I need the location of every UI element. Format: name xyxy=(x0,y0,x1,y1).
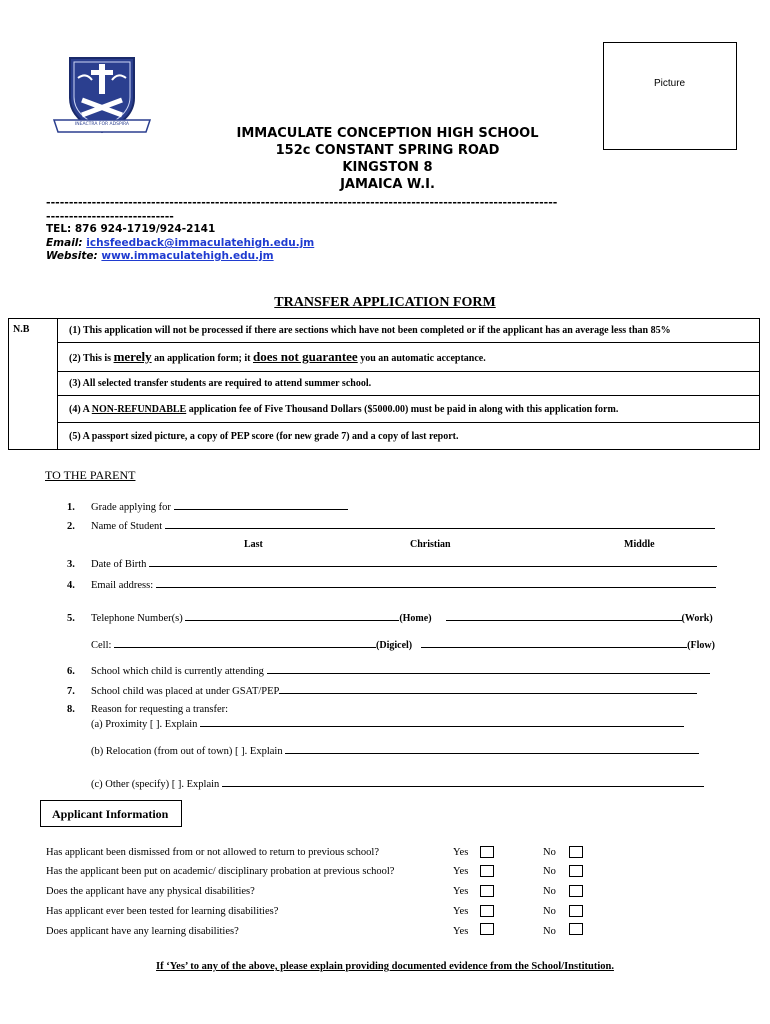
no-checkbox[interactable] xyxy=(569,846,583,858)
no-checkbox[interactable] xyxy=(569,905,583,917)
question-dob: 3. Date of Birth xyxy=(67,556,717,570)
telephone: TEL: 876 924-1719/924-2141 xyxy=(46,223,216,235)
flow-input[interactable] xyxy=(421,637,687,648)
gsat-school-input[interactable] xyxy=(279,683,697,694)
email-line xyxy=(46,237,314,250)
applicant-question-tested: Has applicant ever been tested for learning disabilities? xyxy=(46,906,279,917)
school-address-line1: 152c CONSTANT SPRING ROAD xyxy=(275,143,500,158)
question-current-school: 6. School which child is currently attending xyxy=(67,663,710,677)
reason-relocation: (b) Relocation (from out of town) [ ]. Explain xyxy=(91,743,699,757)
no-label: No xyxy=(543,866,556,877)
picture-placeholder[interactable] xyxy=(603,42,737,150)
name-last-label: Last xyxy=(244,539,263,550)
email-label: Email: xyxy=(46,237,87,249)
question-cell: Cell: (Digicel) (Flow) xyxy=(91,637,715,651)
separator-dashes: ---------------------------------------------------------------------------------------------------------------- xyxy=(46,196,558,209)
note-2: (2) This is merely an application form; it does not guarantee you an automatic acceptance. xyxy=(58,343,760,372)
applicant-question-learning: Does applicant have any learning disabilities? xyxy=(46,926,239,937)
dob-input[interactable] xyxy=(149,556,717,567)
work-phone-input[interactable] xyxy=(446,610,682,621)
home-phone-input[interactable] xyxy=(185,610,399,621)
no-label: No xyxy=(543,886,556,897)
form-title: TRANSFER APPLICATION FORM xyxy=(274,295,496,310)
note-5: (5) A passport sized picture, a copy of PEP score (for new grade 7) and a copy of last report. xyxy=(58,423,760,450)
question-grade: 1. Grade applying for xyxy=(67,499,348,513)
note-1: (1) This application will not be processed if there are sections which have not been completed or if the applicant has an average less than 85% xyxy=(58,319,760,343)
no-checkbox[interactable] xyxy=(569,923,583,935)
digicel-input[interactable] xyxy=(114,637,376,648)
no-label: No xyxy=(543,926,556,937)
relocation-explain-input[interactable] xyxy=(285,743,699,754)
question-gsat-school: 7. School child was placed at under GSAT/PEP xyxy=(67,683,697,697)
question-telephone: 5. Telephone Number(s) (Home) (Work) xyxy=(67,610,713,624)
yes-label: Yes xyxy=(453,906,469,917)
yes-checkbox[interactable] xyxy=(480,885,494,897)
yes-explanation-note: If ‘Yes’ to any of the above, please explain providing documented evidence from the School/Institution. xyxy=(156,961,614,972)
proximity-explain-input[interactable] xyxy=(200,716,684,727)
question-email: 4. Email address: xyxy=(67,577,716,591)
question-student-name: 2. Name of Student xyxy=(67,518,715,532)
current-school-input[interactable] xyxy=(267,663,710,674)
applicant-question-dismissed: Has applicant been dismissed from or not allowed to return to previous school? xyxy=(46,847,380,858)
email-input[interactable] xyxy=(156,577,716,588)
yes-checkbox[interactable] xyxy=(480,846,494,858)
website-line xyxy=(46,250,274,263)
reason-proximity: (a) Proximity [ ]. Explain xyxy=(91,716,684,730)
name-middle-label: Middle xyxy=(624,539,655,550)
yes-checkbox[interactable] xyxy=(480,923,494,935)
no-label: No xyxy=(543,906,556,917)
school-address-line3: JAMAICA W.I. xyxy=(340,177,435,192)
note-4: (4) A NON-REFUNDABLE application fee of Five Thousand Dollars ($5000.00) must be paid in along with this application form. xyxy=(58,396,760,423)
school-address-line2: KINGSTON 8 xyxy=(342,160,433,175)
grade-input[interactable] xyxy=(174,499,348,510)
name-christian-label: Christian xyxy=(410,539,451,550)
yes-checkbox[interactable] xyxy=(480,905,494,917)
applicant-question-probation: Has the applicant been put on academic/ disciplinary probation at previous school? xyxy=(46,866,395,877)
no-checkbox[interactable] xyxy=(569,885,583,897)
yes-checkbox[interactable] xyxy=(480,865,494,877)
school-name: IMMACULATE CONCEPTION HIGH SCHOOL xyxy=(236,126,539,141)
question-transfer-reason: 8. Reason for requesting a transfer: xyxy=(67,704,229,715)
reason-other: (c) Other (specify) [ ]. Explain xyxy=(91,776,704,790)
nb-label: N.B xyxy=(9,319,58,450)
picture-label: Picture xyxy=(654,78,686,89)
separator-dashes-continued: ---------------------------- xyxy=(46,210,174,223)
other-explain-input[interactable] xyxy=(222,776,704,787)
yes-label: Yes xyxy=(453,926,469,937)
applicant-question-physical: Does the applicant have any physical disabilities? xyxy=(46,886,255,897)
crest-motto: INEACTRA FOR ADSPIRA xyxy=(74,122,130,127)
yes-label: Yes xyxy=(453,866,469,877)
email-link[interactable]: ichsfeedback@immaculatehigh.edu.jm xyxy=(86,237,315,249)
website-link[interactable]: www.immaculatehigh.edu.jm xyxy=(101,250,274,262)
notes-table xyxy=(8,318,760,450)
yes-label: Yes xyxy=(453,847,469,858)
note-3: (3) All selected transfer students are required to attend summer school. xyxy=(58,372,760,396)
website-label: Website: xyxy=(46,250,102,262)
to-the-parent-heading: TO THE PARENT xyxy=(45,468,136,482)
applicant-information-heading: Applicant Information xyxy=(40,800,182,827)
yes-label: Yes xyxy=(453,886,469,897)
no-label: No xyxy=(543,847,556,858)
student-name-input[interactable] xyxy=(165,518,715,529)
no-checkbox[interactable] xyxy=(569,865,583,877)
